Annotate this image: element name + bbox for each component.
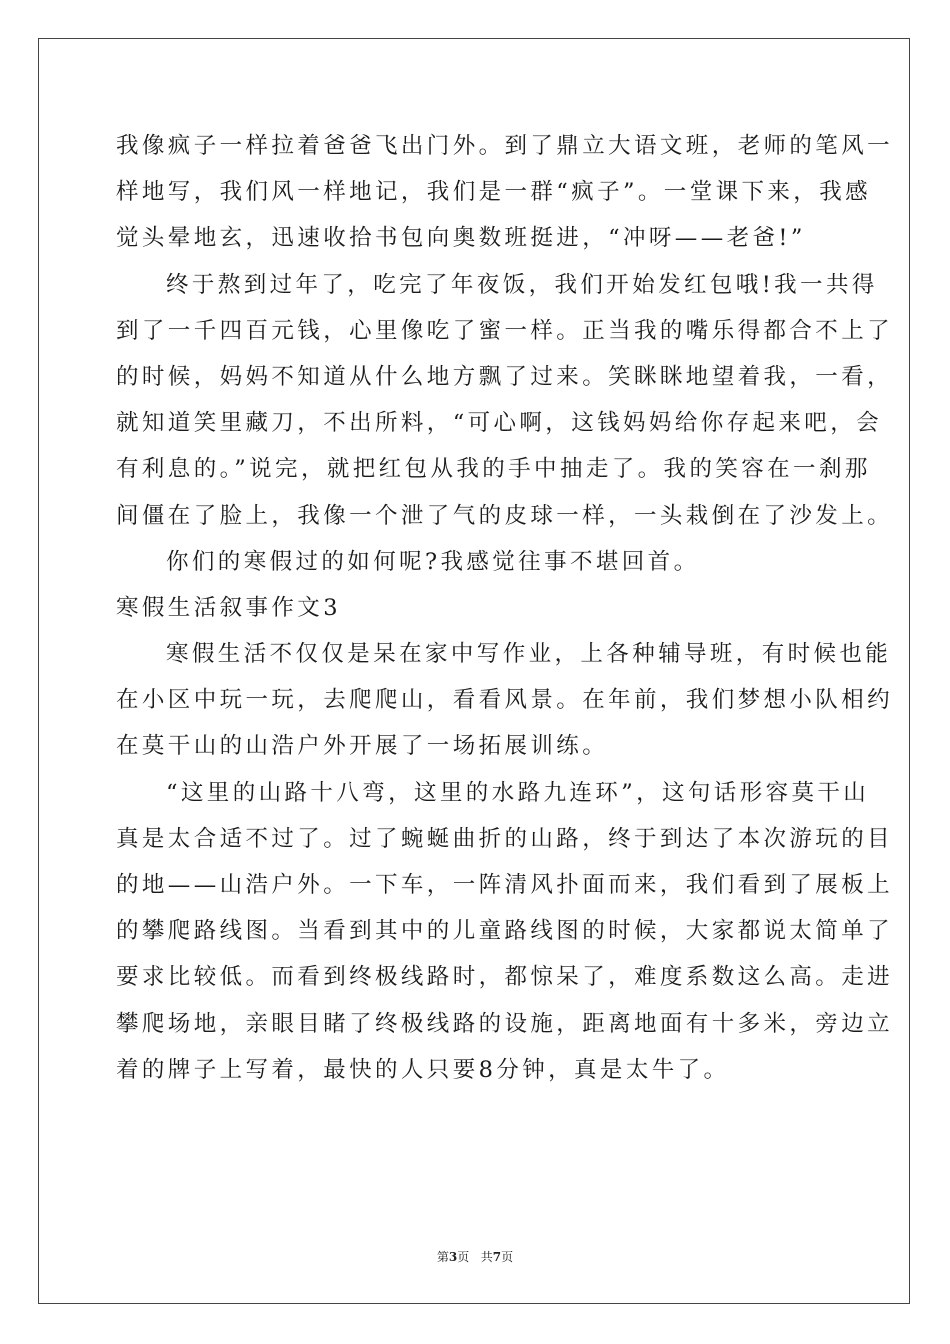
total-page-number: 7: [492, 1250, 502, 1264]
footer-page-unit: 页: [457, 1250, 470, 1264]
text-line: 样地写，我们风一样地记，我们是一群“疯子”。一堂课下来，我感: [116, 179, 872, 206]
paragraph-start-line: 你们的寒假过的如何呢?我感觉往事不堪回首。: [166, 548, 700, 575]
paragraph-start-line: 终于熬到过年了，吃完了年夜饭，我们开始发红包哦!我一共得: [166, 271, 878, 298]
page-footer: [0, 1248, 950, 1265]
footer-total-unit: 页: [501, 1250, 514, 1264]
text-line: 的时候，妈妈不知道从什么地方飘了过来。笑眯眯地望着我，一看，: [116, 363, 894, 390]
text-line: 在小区中玩一玩，去爬爬山，看看风景。在年前，我们梦想小队相约: [116, 687, 894, 714]
text-line: 着的牌子上写着，最快的人只要8分钟，真是太牛了。: [116, 1056, 730, 1083]
current-page-number: 3: [448, 1250, 458, 1264]
text-line: 的攀爬路线图。当看到其中的儿童路线图的时候，大家都说太简单了: [116, 918, 894, 945]
text-line: 的地——山浩户外。一下车，一阵清风扑面而来，我们看到了展板上: [116, 872, 894, 898]
paragraph-start-line: 寒假生活不仅仅是呆在家中写作业，上各种辅导班，有时候也能: [166, 641, 892, 668]
text-line: 有利息的。”说完，就把红包从我的手中抽走了。我的笑容在一刹那: [116, 456, 871, 483]
text-line: 觉头晕地玄，迅速收拾书包向奥数班挺进，“冲呀——老爸!”: [116, 225, 806, 252]
text-line: 间僵在了脸上，我像一个泄了气的皮球一样，一头栽倒在了沙发上。: [116, 502, 894, 529]
text-line: 在莫干山的山浩户外开展了一场拓展训练。: [116, 733, 609, 760]
document-body: [116, 123, 894, 1093]
text-line: 就知道笑里藏刀，不出所料，“可心啊，这钱妈妈给你存起来吧，会: [116, 410, 883, 437]
section-heading: 寒假生活叙事作文3: [116, 594, 341, 621]
paragraph-start-line: “这里的山路十八弯，这里的水路九连环”，这句话形容莫干山: [166, 779, 870, 806]
text-line: 到了一千四百元钱，心里像吃了蜜一样。正当我的嘴乐得都合不上了: [116, 317, 894, 344]
footer-total-prefix: 共: [480, 1250, 493, 1264]
text-line: 真是太合适不过了。过了蜿蜒曲折的山路，终于到达了本次游玩的目: [116, 825, 894, 852]
text-line: 攀爬场地，亲眼目睹了终极线路的设施，距离地面有十多米，旁边立: [116, 1010, 894, 1037]
text-line: 我像疯子一样拉着爸爸飞出门外。到了鼎立大语文班，老师的笔风一: [116, 133, 894, 159]
text-line: 要求比较低。而看到终极线路时，都惊呆了，难度系数这么高。走进: [116, 964, 894, 991]
footer-prefix: 第: [436, 1250, 449, 1264]
